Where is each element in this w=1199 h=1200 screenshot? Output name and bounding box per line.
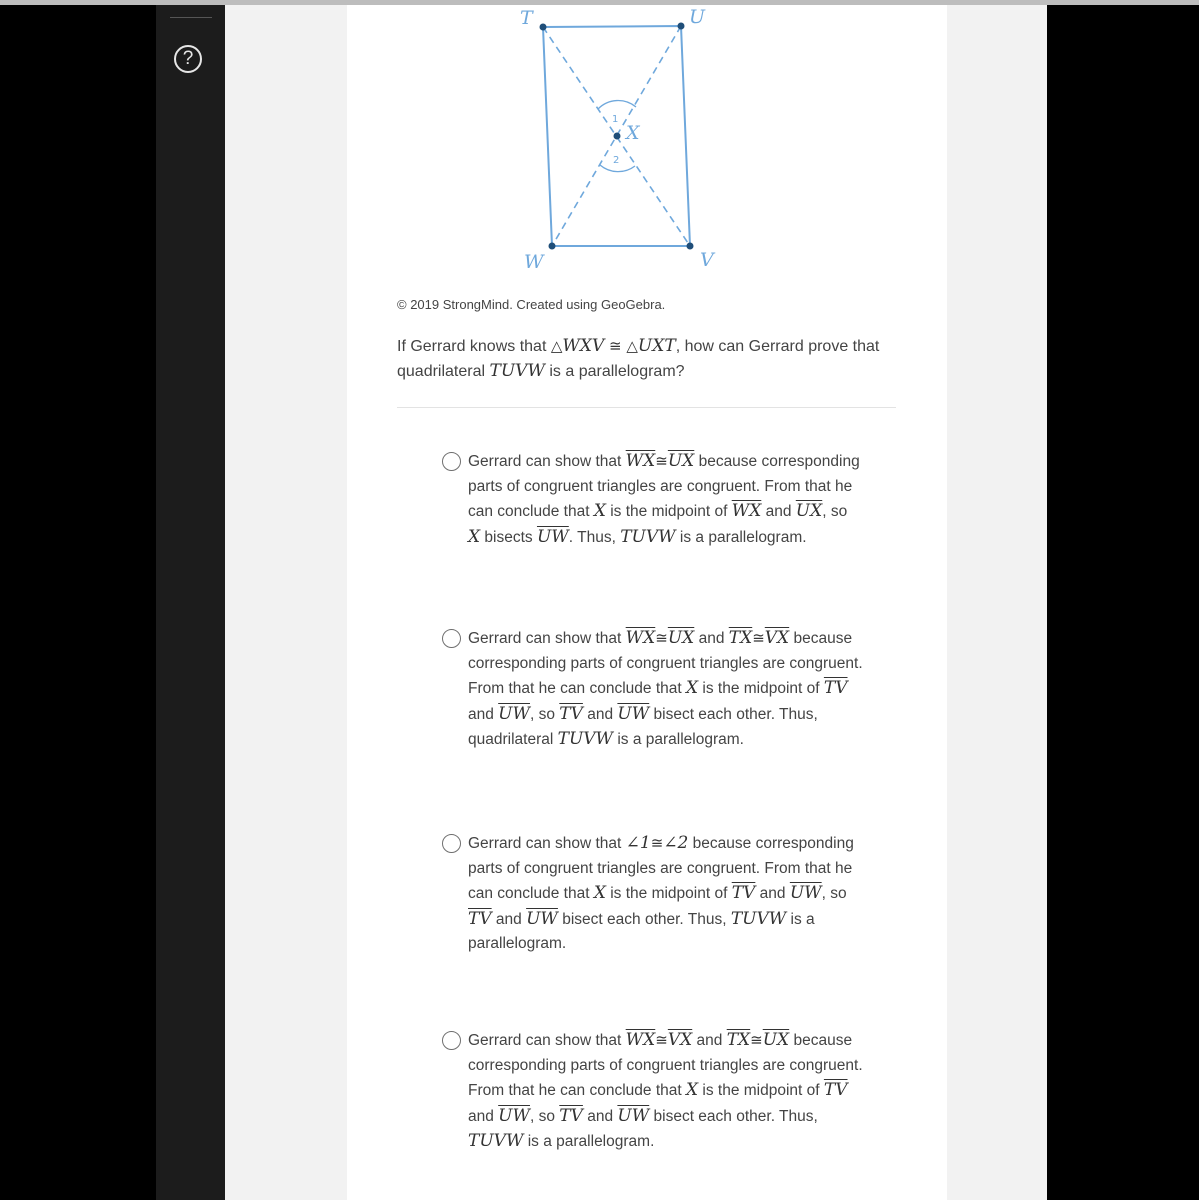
answer-text-part: is a parallelogram. (523, 1133, 655, 1150)
question-part: , how can Gerrard prove that quadrilateral (397, 338, 880, 380)
segment-name: $\overline{UW}$ (498, 703, 530, 724)
triangle-wxv: WXV (562, 336, 605, 356)
segment-name: $\overline{TX}$ (728, 628, 753, 648)
segment-name: $\overline{TX}$ (726, 1030, 751, 1050)
parallelogram-diagram (500, 0, 740, 285)
answer-text-part: is the midpoint of (605, 503, 732, 520)
congruent-symbol: ≅ (604, 337, 627, 355)
segment-name: $\overline{UW}$ (617, 1105, 650, 1126)
answer-text-part: and (694, 630, 729, 647)
answer-text (468, 1028, 863, 1155)
math-symbol: ≅ (750, 1031, 763, 1049)
answer-text-part: and (582, 1107, 618, 1125)
answer-text-part: and (491, 910, 527, 928)
left-sidebar (156, 5, 225, 1200)
answer-text-part: because corresponding parts of congruent triangles are congruent. From that he can conclude that (468, 453, 860, 520)
answer-text-part: because corresponding parts of congruent triangles are congruent. From that he can conclude that (468, 630, 863, 697)
segment-name: $\overline{UW}$ (789, 883, 822, 903)
answer-text-part: Gerrard can show that (468, 453, 626, 470)
answer-text-part: , so (529, 1107, 560, 1125)
math-term: X (685, 678, 699, 698)
answer-text-part: bisects (480, 528, 537, 546)
answer-text-part: bisect each other. Thus, quadrilateral (468, 705, 818, 748)
math-term: ∠2 (663, 833, 689, 853)
radio-button[interactable] (442, 1031, 461, 1050)
segment-name: $\overline{VX}$ (667, 1030, 693, 1050)
answer-text-part: and (761, 503, 796, 520)
segment-name: $\overline{UW}$ (526, 908, 558, 929)
answer-text-part: is the midpoint of (605, 885, 732, 902)
segment-name: $\overline{UW}$ (617, 703, 650, 724)
math-term: TUVW (557, 729, 614, 749)
math-term: X (468, 526, 481, 547)
radio-button[interactable] (442, 629, 461, 648)
triangle-symbol: △ (626, 337, 638, 355)
answer-text (468, 626, 863, 753)
angle-1-arc (598, 101, 636, 109)
segment-name: $\overline{UX}$ (667, 628, 695, 648)
sidebar-divider (170, 17, 212, 18)
answer-text (468, 831, 863, 957)
answer-text-part: . Thus, (568, 528, 621, 546)
point-x (614, 133, 621, 140)
answer-text-part: is a parallelogram. (675, 528, 807, 546)
question-text (397, 334, 897, 384)
label-x: X (626, 122, 640, 144)
segment-name: $\overline{WX}$ (625, 628, 656, 648)
answer-text-part: is the midpoint of (698, 1082, 824, 1099)
answer-text (468, 449, 863, 550)
answer-text-part: is a parallelogram. (613, 731, 744, 748)
image-credit: © 2019 StrongMind. Created using GeoGebra. (397, 297, 666, 312)
math-term: X (593, 883, 606, 903)
answer-text-part: and (468, 1107, 499, 1125)
math-term: TUVW (620, 526, 676, 547)
answer-text-part: , so (822, 503, 848, 520)
math-symbol: ≅ (655, 629, 668, 647)
segment-name: $\overline{UW}$ (498, 1105, 530, 1126)
label-w: W (524, 251, 544, 273)
math-term: TUVW (730, 908, 787, 929)
segment-name: $\overline{VX}$ (764, 628, 790, 648)
segment-name: $\overline{TV}$ (559, 1105, 583, 1126)
answer-text-part: Gerrard can show that (468, 1032, 626, 1049)
answer-text-part: Gerrard can show that (468, 835, 626, 852)
answer-text-part: , so (821, 885, 847, 902)
triangle-uxt: UXT (637, 336, 676, 356)
question-part: is a parallelogram? (544, 363, 685, 380)
segment-name: $\overline{TV}$ (823, 1080, 848, 1100)
help-icon[interactable]: ? (174, 45, 202, 73)
answer-text-part: and (468, 705, 499, 723)
answer-text-part: Gerrard can show that (468, 630, 626, 647)
label-u: U (689, 6, 706, 28)
segment-name: $\overline{UX}$ (795, 501, 823, 521)
answer-text-part: bisect each other. Thus, (557, 910, 731, 928)
question-part: If Gerrard knows that (397, 338, 551, 355)
math-term: ∠1 (625, 833, 651, 853)
label-t: T (520, 7, 533, 29)
math-term: TUVW (468, 1131, 524, 1151)
answer-text-part: bisect each other. Thus, (649, 1107, 818, 1125)
answer-text-part: and (755, 885, 790, 902)
segment-name: $\overline{TV}$ (731, 883, 756, 903)
point-t (540, 24, 547, 31)
segment-name: $\overline{WX}$ (625, 451, 656, 471)
math-symbol: ≅ (655, 452, 668, 470)
radio-button[interactable] (442, 452, 461, 471)
answer-text-part: because corresponding parts of congruent triangles are congruent. From that he can conclude that (468, 1032, 863, 1099)
point-w (549, 243, 556, 250)
math-symbol: ≅ (650, 834, 664, 852)
math-symbol: ≅ (655, 1031, 668, 1049)
answer-text-part: , so (529, 705, 560, 723)
answer-text-part: is the midpoint of (698, 680, 824, 697)
quadrilateral-name: TUVW (489, 361, 545, 381)
segment-name: $\overline{UX}$ (667, 451, 695, 471)
answer-text-part: and (582, 705, 618, 723)
segment-name: $\overline{WX}$ (731, 501, 762, 521)
math-term: X (685, 1080, 699, 1100)
segment-name: $\overline{UW}$ (536, 526, 569, 547)
answer-text-part: because corresponding parts of congruent triangles are congruent. From that he can conclude that (468, 835, 854, 902)
radio-button[interactable] (442, 834, 461, 853)
segment-name: $\overline{TV}$ (559, 703, 583, 724)
segment-name: $\overline{TV}$ (823, 678, 848, 698)
segment-name: $\overline{TV}$ (468, 908, 492, 929)
question-divider (397, 407, 896, 408)
segment-name: $\overline{WX}$ (625, 1030, 656, 1050)
label-v: V (700, 249, 714, 271)
answer-text-part: is a parallelogram. (468, 910, 815, 952)
math-term: X (593, 501, 606, 521)
math-symbol: ≅ (752, 629, 765, 647)
point-u (678, 23, 685, 30)
point-v (687, 243, 694, 250)
label-angle-2: 2 (613, 155, 620, 166)
triangle-symbol: △ (550, 337, 563, 355)
label-angle-1: 1 (612, 114, 619, 125)
segment-name: $\overline{UX}$ (762, 1030, 790, 1050)
answer-text-part: and (692, 1032, 727, 1049)
